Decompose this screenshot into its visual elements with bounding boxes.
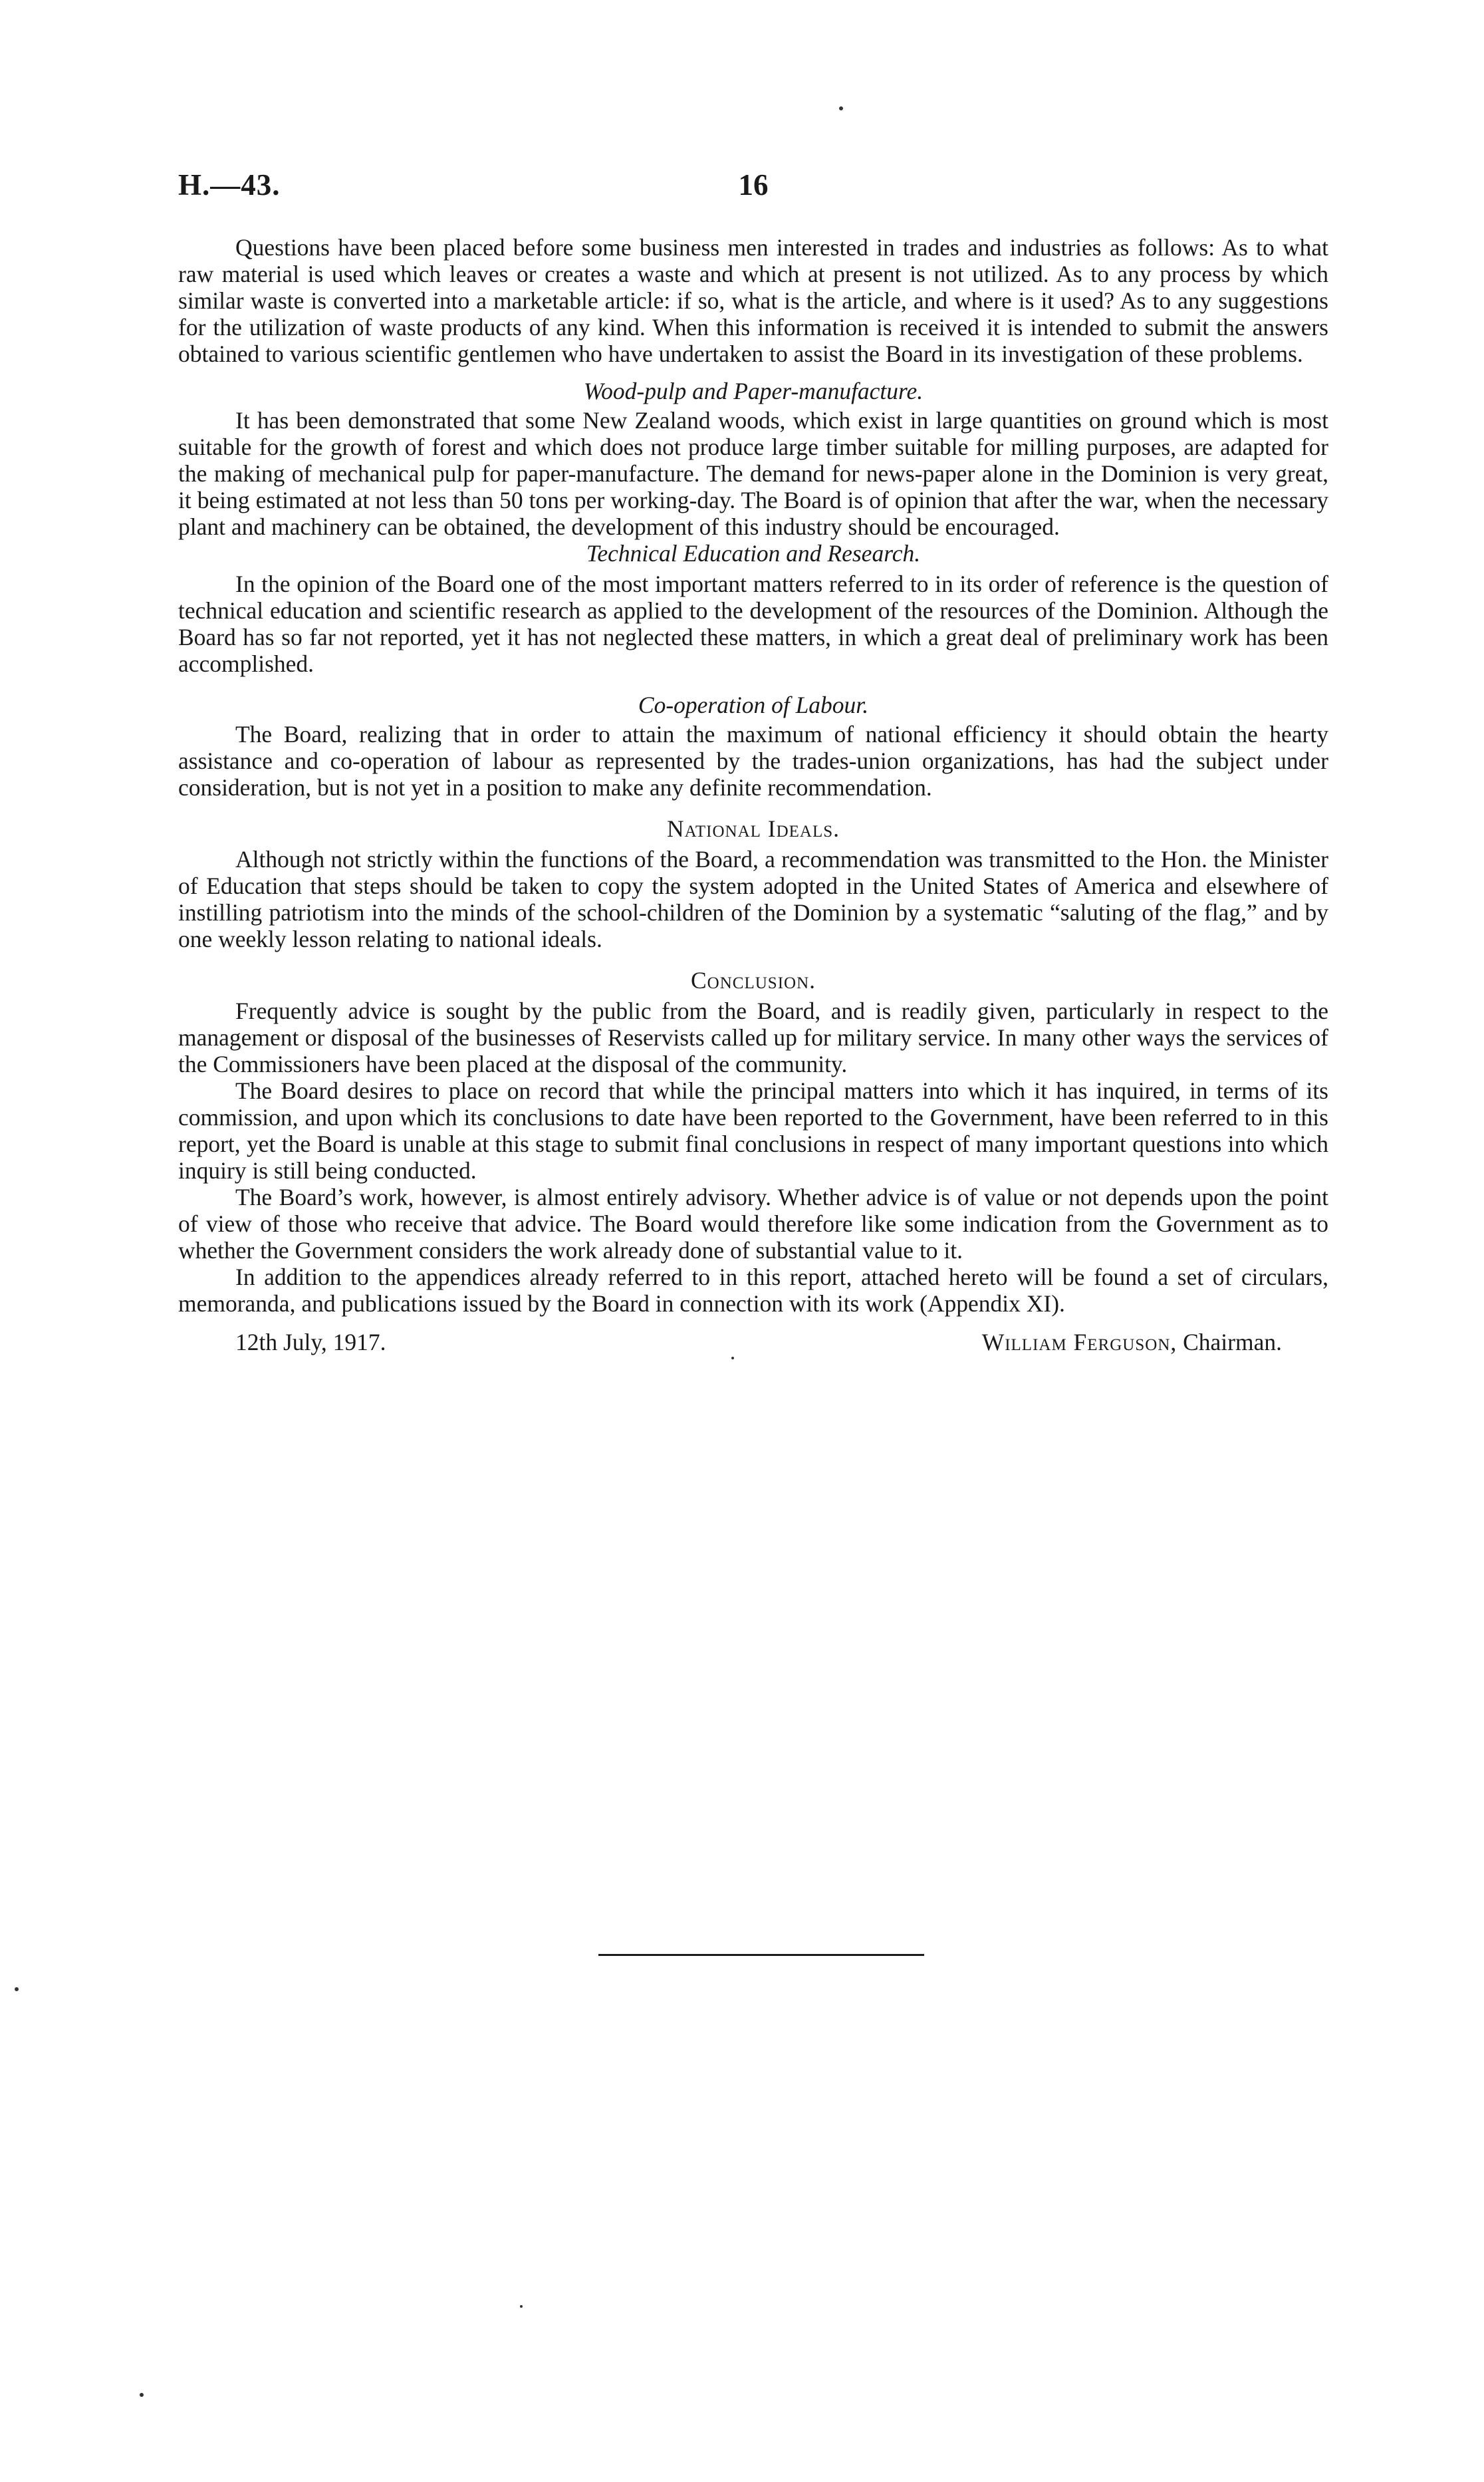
conclusion-paragraph: Frequently advice is sought by the public from the Board, and is readily given, particularly in respect to the management or disposal of the businesses of Reservists called up for military service. In many other ways the services of the Commissioners have been placed at the disposal of the community. <box>178 998 1328 1077</box>
signoff-date: 12th July, 1917. <box>235 1329 386 1355</box>
signoff <box>178 1329 1328 1358</box>
signatory-name: William Ferguson, <box>981 1329 1177 1355</box>
page-body <box>178 234 1328 1358</box>
heading-technical-education: Technical Education and Research. <box>586 540 921 567</box>
document-reference: H.—43. <box>178 168 281 202</box>
heading-national-ideals: National Ideals. <box>666 815 840 842</box>
heading-conclusion: Conclusion. <box>691 967 816 994</box>
signature-line <box>982 1329 1282 1355</box>
labour-paragraph: The Board, realizing that in order to attain the maximum of national efficiency it should obtain the hearty assistance and co-operation of labour as represented by the trades-union organizations, has had the subject under consideration, but is not yet in a position to make any definite recommendation. <box>178 721 1328 801</box>
heading-co-operation-of-labour: Co-operation of Labour. <box>638 692 869 718</box>
conclusion-paragraph: In addition to the appendices already referred to in this report, attached hereto will be found a set of circulars, memoranda, and publications issued by the Board in connection with its work (Appendix XI). <box>178 1264 1328 1317</box>
heading-wood-pulp: Wood-pulp and Paper-manufacture. <box>583 378 924 404</box>
scan-speck <box>520 2305 523 2308</box>
scan-speck <box>731 1357 734 1359</box>
page-header <box>178 168 1328 207</box>
scan-speck <box>839 106 843 110</box>
scan-speck <box>140 2393 144 2397</box>
conclusion-paragraph: The Board’s work, however, is almost entirely advisory. Whether advice is of value or not depends upon the point of view of those who receive that advice. The Board would therefore like some indication from the Government as to whether the Government considers the work already done of substantial value to it. <box>178 1184 1328 1264</box>
closing-rule <box>598 1954 924 1956</box>
wood-pulp-paragraph: It has been demonstrated that some New Zealand woods, which exist in large quantities on ground which is most suitable for the growth of forest and which does not produce large timber suitable for milling purposes, are adapted for the making of mechanical pulp for paper-manufacture. The demand for news-paper alone in the Dominion is very great, it being estimated at not less than 50 tons per working-day. The Board is of opinion that after the war, when the necessary plant and machinery can be obtained, the development of this industry should be encouraged. <box>178 407 1328 540</box>
page-number: 16 <box>738 168 769 202</box>
scan-speck <box>15 1987 19 1991</box>
technical-education-paragraph: In the opinion of the Board one of the most important matters referred to in its order of reference is the question of technical education and scientific research as applied to the development of the resources of the Dominion. Although the Board has so far not reported, yet it has not neglected these matters, in which a great deal of preliminary work has been accomplished. <box>178 571 1328 677</box>
intro-paragraph: Questions have been placed before some business men interested in trades and industries as follows: As to what raw material is used which leaves or creates a waste and which at present is not utilized. As to any process by which similar waste is converted into a marketable article: if so, what is the article, and where is it used? As to any suggestions for the utilization of waste products of any kind. When this information is received it is intended to submit the answers obtained to various scientific gentlemen who have undertaken to assist the Board in its investigation of these problems. <box>178 234 1328 367</box>
signatory-title: Chairman. <box>1183 1329 1282 1355</box>
conclusion-paragraph: The Board desires to place on record that while the principal matters into which it has inquired, in terms of its commission, and upon which its conclusions to date have been reported to the Government, have been referred to in this report, yet the Board is unable at this stage to submit final conclusions in respect of many important questions into which inquiry is still being conducted. <box>178 1077 1328 1184</box>
national-ideals-paragraph: Although not strictly within the functions of the Board, a recommendation was transmitted to the Hon. the Minister of Education that steps should be taken to copy the system adopted in the United States of America and elsewhere of instilling patriotism into the minds of the school-children of the Dominion by a systematic “saluting of the flag,” and by one weekly lesson relating to national ideals. <box>178 846 1328 952</box>
